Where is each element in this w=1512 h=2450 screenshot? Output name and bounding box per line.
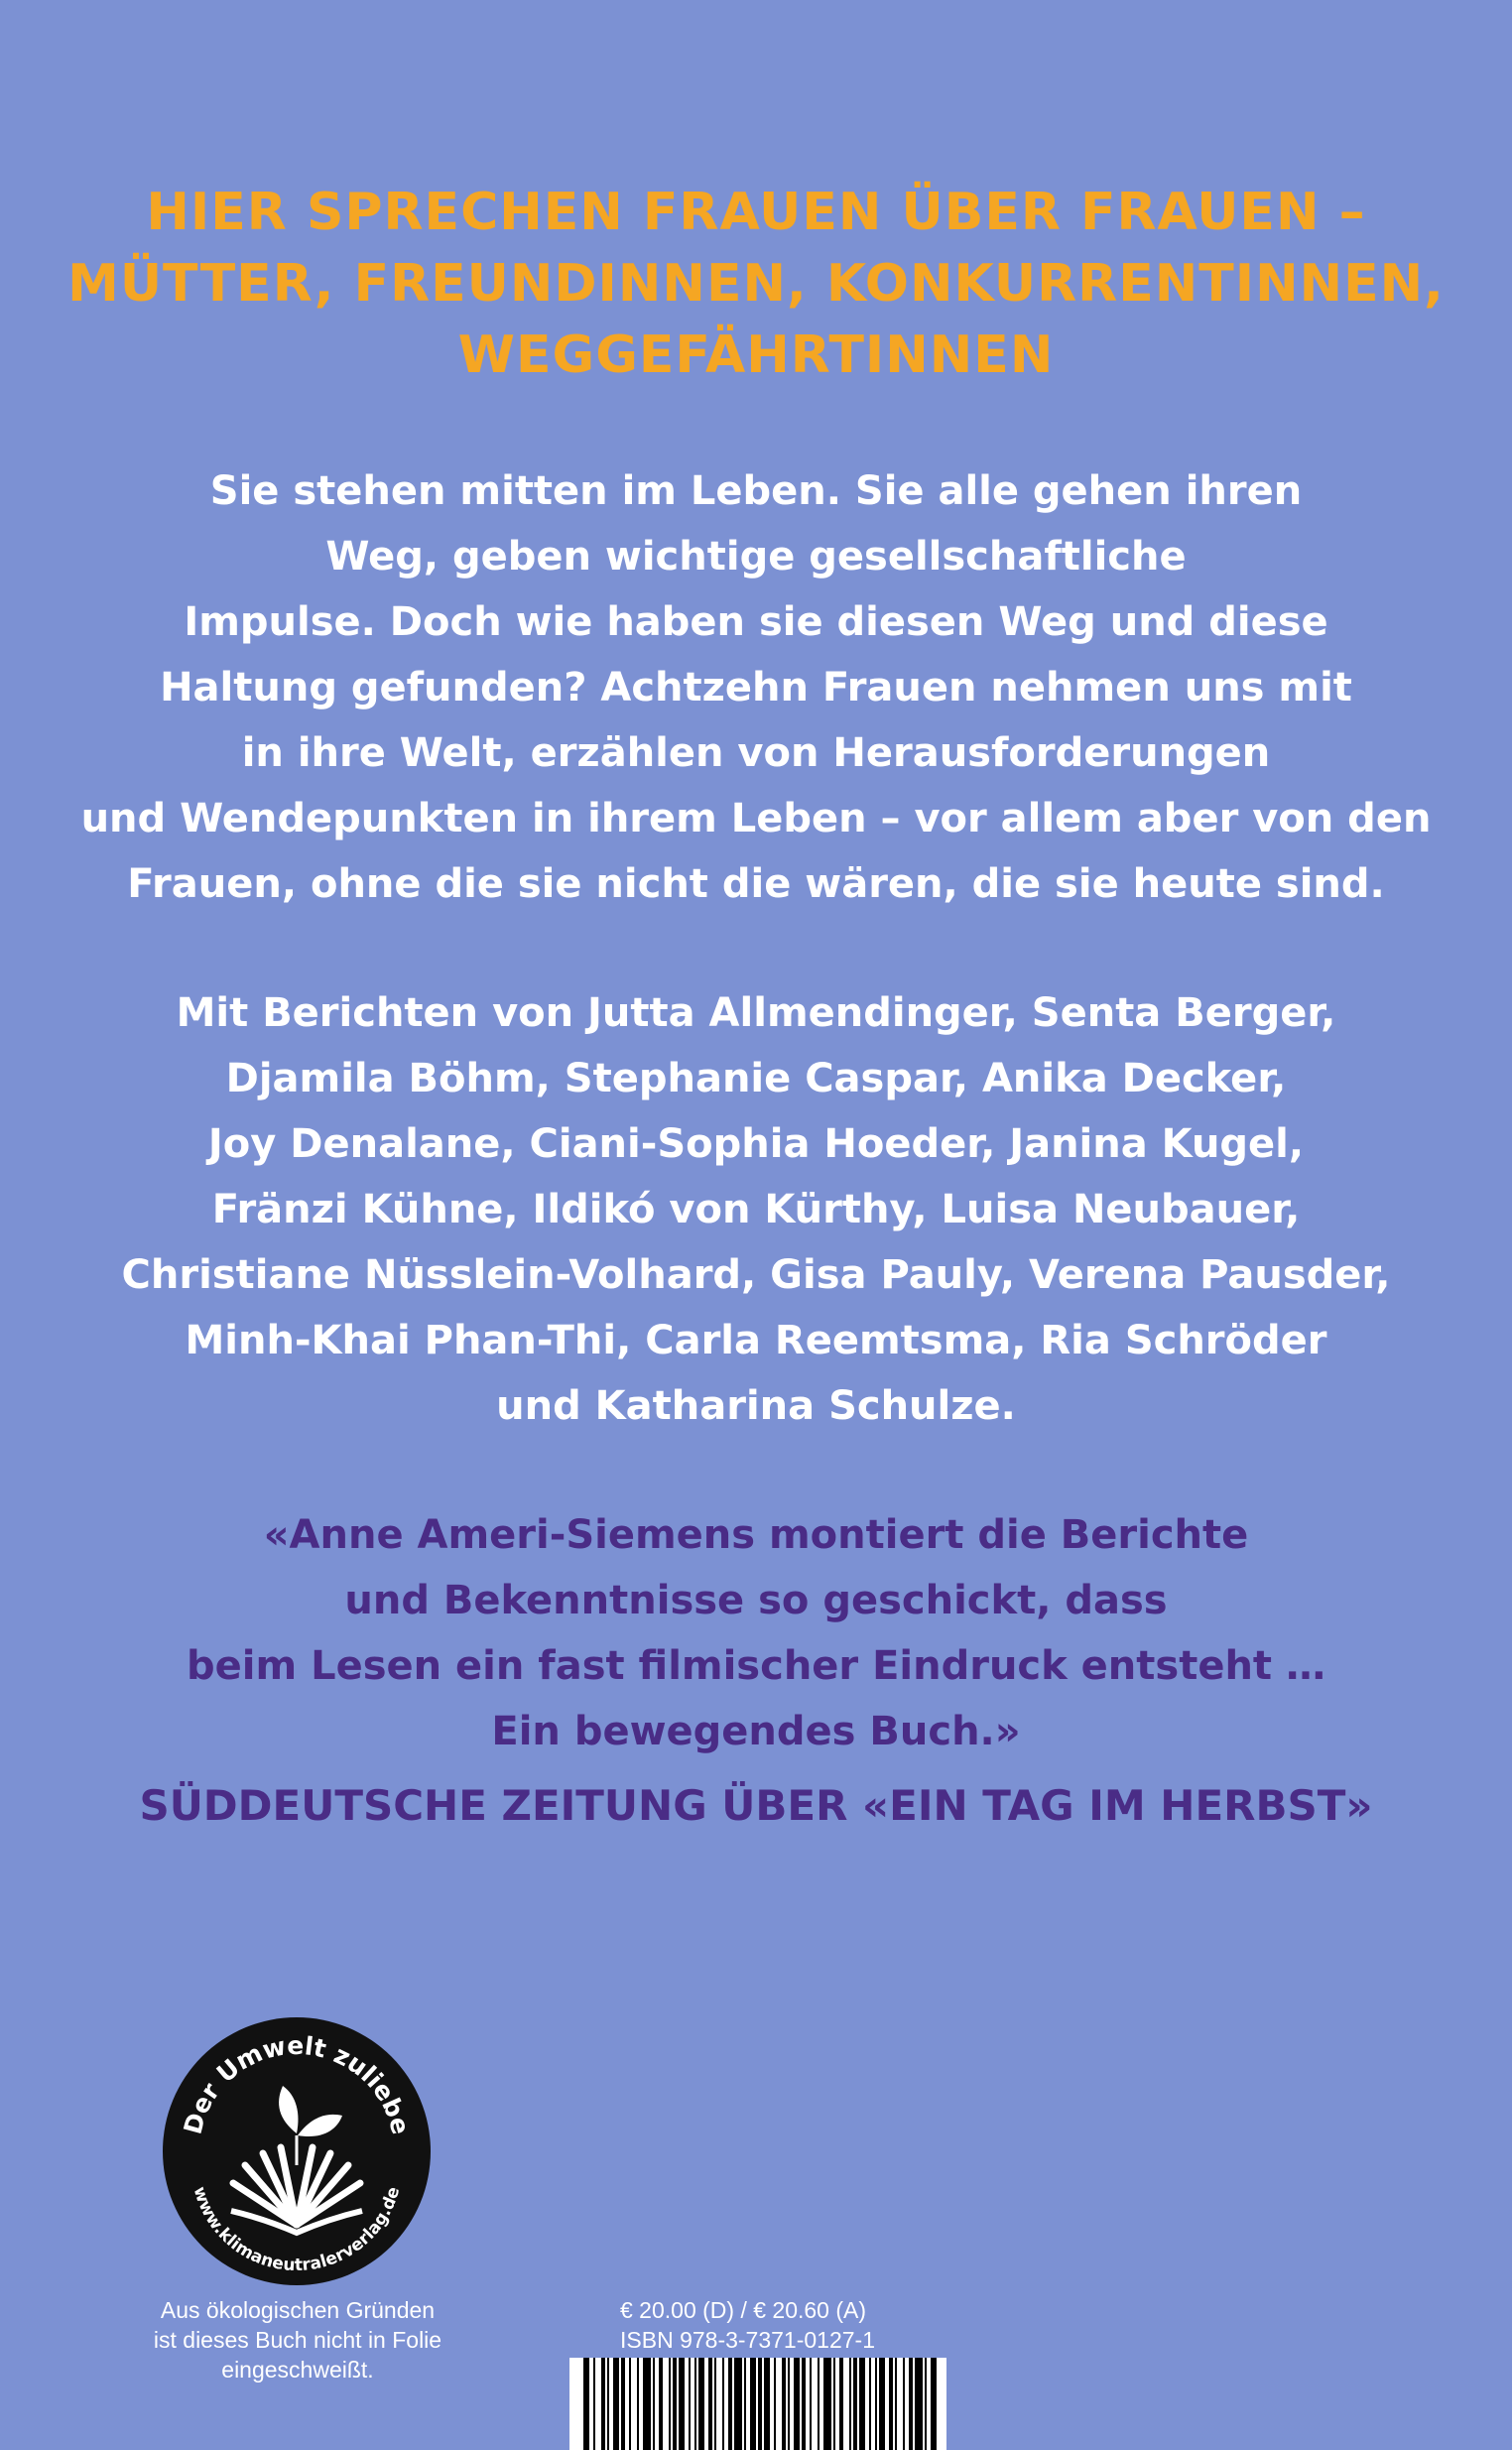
price: € 20.00 (D) / € 20.60 (A) xyxy=(620,2297,867,2323)
eco-note xyxy=(129,2295,466,2385)
description-line: Haltung gefunden? Achtzehn Frauen nehmen uns mit xyxy=(160,665,1352,710)
eco-note-line: Aus ökologischen Gründen xyxy=(160,2297,436,2323)
price-block xyxy=(620,2295,938,2355)
contributors-line: Joy Denalane, Ciani-Sophia Hoeder, Janina Kugel, xyxy=(207,1121,1305,1167)
headline-line: HIER SPRECHEN FRAUEN ÜBER FRAUEN – xyxy=(146,183,1366,242)
contributors-line: Fränzi Kühne, Ildikó von Kürthy, Luisa Neubauer, xyxy=(211,1187,1301,1232)
eco-badge xyxy=(162,2016,432,2286)
description-line: und Wendepunkten in ihrem Leben – vor allem aber von den xyxy=(80,796,1432,841)
badge-bottom-text: www.klimaneutralerverlag.de xyxy=(189,2184,405,2276)
review-quote xyxy=(0,1502,1512,1764)
badge-top-text: Der Umwelt zuliebe xyxy=(178,2030,416,2137)
isbn: ISBN 978-3-7371-0127-1 xyxy=(620,2327,875,2353)
headline-line: MÜTTER, FREUNDINNEN, KONKURRENTINNEN, xyxy=(67,254,1445,314)
contributors-line: Djamila Böhm, Stephanie Caspar, Anika Decker, xyxy=(225,1056,1287,1101)
quote-line: und Bekenntnisse so geschickt, dass xyxy=(344,1578,1168,1623)
barcode-bars xyxy=(569,2358,946,2450)
contributors-line: Mit Berichten von Jutta Allmendinger, Senta Berger, xyxy=(176,990,1336,1036)
description-line: Sie stehen mitten im Leben. Sie alle gehen ihren xyxy=(209,468,1303,514)
description xyxy=(0,458,1512,917)
description-line: Frauen, ohne die sie nicht die wären, die sie heute sind. xyxy=(127,861,1385,907)
quote-line: «Anne Ameri-Siemens montiert die Berichte xyxy=(263,1512,1249,1558)
quote-line: Ein bewegendes Buch.» xyxy=(491,1709,1021,1754)
quote-line: beim Lesen ein fast filmischer Eindruck entsteht … xyxy=(187,1643,1325,1689)
barcode xyxy=(569,2358,946,2450)
quote-source: SÜDDEUTSCHE ZEITUNG ÜBER «EIN TAG IM HERBST» xyxy=(139,1781,1373,1830)
contributors-line: und Katharina Schulze. xyxy=(496,1383,1016,1429)
headline xyxy=(0,177,1512,391)
description-line: Weg, geben wichtige gesellschaftliche xyxy=(325,534,1187,580)
headline-line: WEGGEFÄHRTINNEN xyxy=(457,325,1055,385)
eco-note-line: eingeschweißt. xyxy=(221,2357,374,2383)
contributors xyxy=(0,980,1512,1439)
contributors-line: Christiane Nüsslein-Volhard, Gisa Pauly, Verena Pausder, xyxy=(121,1252,1391,1298)
description-line: Impulse. Doch wie haben sie diesen Weg und diese xyxy=(184,599,1328,645)
description-line: in ihre Welt, erzählen von Herausforderungen xyxy=(241,730,1271,776)
contributors-line: Minh-Khai Phan-Thi, Carla Reemtsma, Ria Schröder xyxy=(185,1318,1327,1363)
eco-note-line: ist dieses Buch nicht in Folie xyxy=(153,2327,442,2353)
